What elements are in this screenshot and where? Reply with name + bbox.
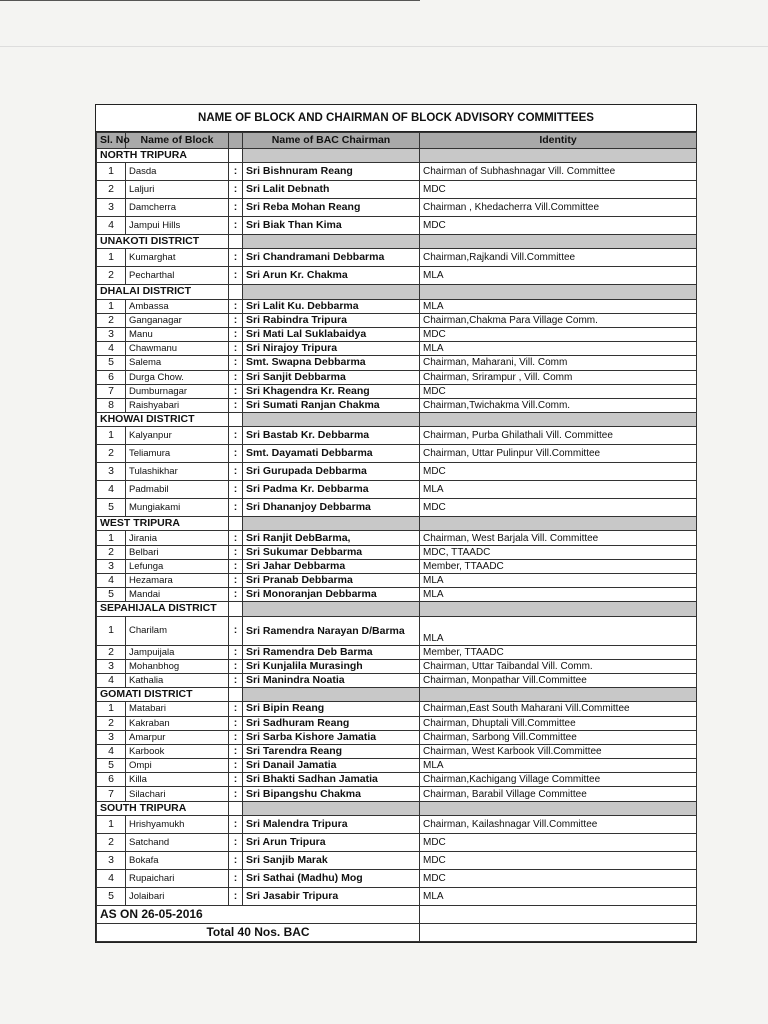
block-name: Charilam xyxy=(126,616,229,645)
district-identity-cell xyxy=(420,801,697,815)
block-name: Satchand xyxy=(126,833,229,851)
identity-value: MLA xyxy=(420,481,697,499)
serial-number: 3 xyxy=(97,851,126,869)
serial-number: 6 xyxy=(97,370,126,384)
identity-value: Chairman,Kachigang Village Committee xyxy=(420,773,697,787)
table-row xyxy=(97,574,697,588)
identity-value: Chairman, Kailashnagar Vill.Committee xyxy=(420,815,697,833)
district-sep-cell xyxy=(229,517,243,531)
table-row xyxy=(97,545,697,559)
serial-number: 2 xyxy=(97,181,126,199)
block-name: Durga Chow. xyxy=(126,370,229,384)
block-name: Kalyanpur xyxy=(126,427,229,445)
separator-colon: : xyxy=(229,499,243,517)
serial-number: 1 xyxy=(97,299,126,313)
table-row xyxy=(97,342,697,356)
separator-colon: : xyxy=(229,588,243,602)
separator-colon: : xyxy=(229,267,243,285)
table-row xyxy=(97,463,697,481)
district-name: UNAKOTI DISTRICT xyxy=(97,235,229,249)
identity-value: MDC xyxy=(420,499,697,517)
identity-value: MDC xyxy=(420,181,697,199)
separator-colon: : xyxy=(229,659,243,673)
chairman-name: Sri Danail Jamatia xyxy=(243,759,420,773)
district-identity-cell xyxy=(420,149,697,163)
separator-colon: : xyxy=(229,531,243,545)
separator-colon: : xyxy=(229,356,243,370)
identity-value: Chairman, Srirampur , Vill. Comm xyxy=(420,370,697,384)
block-name: Jampuijala xyxy=(126,645,229,659)
chairman-name: Sri Mati Lal Suklabaidya xyxy=(243,327,420,341)
separator-colon: : xyxy=(229,299,243,313)
header-sl: Sl. No xyxy=(97,133,126,149)
table-row xyxy=(97,427,697,445)
separator-colon: : xyxy=(229,759,243,773)
identity-value: Chairman, Uttar Pulinpur Vill.Committee xyxy=(420,445,697,463)
block-name: Kakraban xyxy=(126,716,229,730)
district-identity-cell xyxy=(420,235,697,249)
identity-value: MDC xyxy=(420,463,697,481)
district-chairman-cell xyxy=(243,149,420,163)
table-row xyxy=(97,559,697,573)
district-row xyxy=(97,517,697,531)
block-name: Jolaibari xyxy=(126,887,229,905)
table-row xyxy=(97,787,697,801)
separator-colon: : xyxy=(229,744,243,758)
block-name: Kumarghat xyxy=(126,249,229,267)
chairman-name: Sri Jasabir Tripura xyxy=(243,887,420,905)
block-name: Belbari xyxy=(126,545,229,559)
chairman-name: Sri Lalit Debnath xyxy=(243,181,420,199)
identity-value: MLA xyxy=(420,759,697,773)
block-name: Mandai xyxy=(126,588,229,602)
chairman-name: Sri Tarendra Reang xyxy=(243,744,420,758)
page-top-rule xyxy=(0,0,420,1)
table-row xyxy=(97,445,697,463)
serial-number: 4 xyxy=(97,481,126,499)
separator-colon: : xyxy=(229,384,243,398)
table-row xyxy=(97,370,697,384)
chairman-name: Sri Pranab Debbarma xyxy=(243,574,420,588)
table-row xyxy=(97,673,697,687)
separator-colon: : xyxy=(229,645,243,659)
block-name: Ganganagar xyxy=(126,313,229,327)
identity-value: MDC xyxy=(420,833,697,851)
chairman-name: Sri Ranjit DebBarma, xyxy=(243,531,420,545)
block-name: Dasda xyxy=(126,163,229,181)
district-name: SOUTH TRIPURA xyxy=(97,801,229,815)
block-name: Mungiakami xyxy=(126,499,229,517)
serial-number: 3 xyxy=(97,559,126,573)
serial-number: 3 xyxy=(97,659,126,673)
chairman-name: Sri Sukumar Debbarma xyxy=(243,545,420,559)
block-name: Rupaichari xyxy=(126,869,229,887)
block-name: Hrishyamukh xyxy=(126,815,229,833)
district-name: NORTH TRIPURA xyxy=(97,149,229,163)
block-name: Bokafa xyxy=(126,851,229,869)
separator-colon: : xyxy=(229,787,243,801)
serial-number: 1 xyxy=(97,249,126,267)
separator-colon: : xyxy=(229,370,243,384)
separator-colon: : xyxy=(229,887,243,905)
identity-value: MLA xyxy=(420,616,697,645)
chairman-name: Sri Bipangshu Chakma xyxy=(243,787,420,801)
district-chairman-cell xyxy=(243,602,420,616)
chairman-name: Sri Arun Kr. Chakma xyxy=(243,267,420,285)
identity-value: Chairman , Khedacherra Vill.Committee xyxy=(420,199,697,217)
serial-number: 5 xyxy=(97,887,126,905)
district-name: DHALAI DISTRICT xyxy=(97,285,229,299)
table-row xyxy=(97,327,697,341)
block-name: Ompi xyxy=(126,759,229,773)
chairman-name: Sri Biak Than Kima xyxy=(243,217,420,235)
district-name: WEST TRIPURA xyxy=(97,517,229,531)
table-row xyxy=(97,384,697,398)
chairman-name: Sri Manindra Noatia xyxy=(243,673,420,687)
serial-number: 8 xyxy=(97,398,126,412)
identity-value: Chairman, Sarbong Vill.Committee xyxy=(420,730,697,744)
district-row xyxy=(97,413,697,427)
chairman-name: Sri Gurupada Debbarma xyxy=(243,463,420,481)
chairman-name: Sri Sanjit Debbarma xyxy=(243,370,420,384)
separator-colon: : xyxy=(229,716,243,730)
block-name: Lefunga xyxy=(126,559,229,573)
identity-value: Chairman,Rajkandi Vill.Committee xyxy=(420,249,697,267)
block-name: Silachari xyxy=(126,787,229,801)
serial-number: 2 xyxy=(97,716,126,730)
block-name: Jampui Hills xyxy=(126,217,229,235)
table-row xyxy=(97,759,697,773)
identity-value: MLA xyxy=(420,299,697,313)
table-row xyxy=(97,588,697,602)
separator-colon: : xyxy=(229,730,243,744)
district-identity-cell xyxy=(420,285,697,299)
serial-number: 1 xyxy=(97,616,126,645)
chairman-name: Sri Khagendra Kr. Reang xyxy=(243,384,420,398)
district-row xyxy=(97,688,697,702)
table-row xyxy=(97,744,697,758)
table-row xyxy=(97,730,697,744)
block-name: Damcherra xyxy=(126,199,229,217)
serial-number: 2 xyxy=(97,545,126,559)
block-name: Padmabil xyxy=(126,481,229,499)
total-count: Total 40 Nos. BAC xyxy=(97,923,420,941)
chairman-name: Sri Bipin Reang xyxy=(243,702,420,716)
serial-number: 6 xyxy=(97,773,126,787)
table-row xyxy=(97,645,697,659)
separator-colon: : xyxy=(229,163,243,181)
chairman-name: Sri Bastab Kr. Debbarma xyxy=(243,427,420,445)
table-row xyxy=(97,659,697,673)
chairman-name: Sri Padma Kr. Debbarma xyxy=(243,481,420,499)
table-row xyxy=(97,217,697,235)
chairman-name: Sri Sadhuram Reang xyxy=(243,716,420,730)
district-chairman-cell xyxy=(243,801,420,815)
bac-document xyxy=(95,104,697,943)
header-sep xyxy=(229,133,243,149)
district-chairman-cell xyxy=(243,285,420,299)
separator-colon: : xyxy=(229,313,243,327)
chairman-name: Smt. Dayamati Debbarma xyxy=(243,445,420,463)
district-sep-cell xyxy=(229,285,243,299)
identity-value: MLA xyxy=(420,588,697,602)
identity-value: MDC xyxy=(420,869,697,887)
separator-colon: : xyxy=(229,398,243,412)
separator-colon: : xyxy=(229,869,243,887)
serial-number: 4 xyxy=(97,744,126,758)
identity-value: Chairman, West Barjala Vill. Committee xyxy=(420,531,697,545)
separator-colon: : xyxy=(229,702,243,716)
serial-number: 5 xyxy=(97,759,126,773)
chairman-name: Sri Lalit Ku. Debbarma xyxy=(243,299,420,313)
chairman-name: Sri Bishnuram Reang xyxy=(243,163,420,181)
table-row xyxy=(97,313,697,327)
separator-colon: : xyxy=(229,851,243,869)
chairman-name: Sri Malendra Tripura xyxy=(243,815,420,833)
district-chairman-cell xyxy=(243,688,420,702)
identity-value: Chairman, West Karbook Vill.Committee xyxy=(420,744,697,758)
identity-value: MDC xyxy=(420,327,697,341)
serial-number: 1 xyxy=(97,163,126,181)
header-chairman: Name of BAC Chairman xyxy=(243,133,420,149)
table-row xyxy=(97,815,697,833)
serial-number: 4 xyxy=(97,869,126,887)
separator-colon: : xyxy=(229,427,243,445)
serial-number: 1 xyxy=(97,702,126,716)
chairman-name: Sri Ramendra Deb Barma xyxy=(243,645,420,659)
block-name: Salema xyxy=(126,356,229,370)
chairman-name: Sri Sanjib Marak xyxy=(243,851,420,869)
serial-number: 4 xyxy=(97,574,126,588)
total-empty-cell xyxy=(420,923,697,941)
table-row xyxy=(97,716,697,730)
district-identity-cell xyxy=(420,688,697,702)
chairman-name: Sri Ramendra Narayan D/Barma xyxy=(243,616,420,645)
district-identity-cell xyxy=(420,602,697,616)
separator-colon: : xyxy=(229,559,243,573)
serial-number: 2 xyxy=(97,833,126,851)
header-row xyxy=(97,133,697,149)
identity-value: MDC xyxy=(420,384,697,398)
identity-value: Chairman of Subhashnagar Vill. Committee xyxy=(420,163,697,181)
serial-number: 3 xyxy=(97,730,126,744)
district-row xyxy=(97,149,697,163)
chairman-name: Sri Sarba Kishore Jamatia xyxy=(243,730,420,744)
serial-number: 5 xyxy=(97,499,126,517)
chairman-name: Sri Chandramani Debbarma xyxy=(243,249,420,267)
table-row xyxy=(97,499,697,517)
district-name: GOMATI DISTRICT xyxy=(97,688,229,702)
identity-value: Member, TTAADC xyxy=(420,559,697,573)
separator-colon: : xyxy=(229,673,243,687)
as-on-date: AS ON 26-05-2016 xyxy=(97,905,420,923)
identity-value: Chairman, Monpathar Vill.Committee xyxy=(420,673,697,687)
chairman-name: Sri Rabindra Tripura xyxy=(243,313,420,327)
serial-number: 3 xyxy=(97,463,126,481)
block-name: Teliamura xyxy=(126,445,229,463)
separator-colon: : xyxy=(229,463,243,481)
bac-table-body xyxy=(97,133,697,942)
separator-colon: : xyxy=(229,199,243,217)
chairman-name: Sri Kunjalila Murasingh xyxy=(243,659,420,673)
header-identity: Identity xyxy=(420,133,697,149)
serial-number: 1 xyxy=(97,815,126,833)
block-name: Laljuri xyxy=(126,181,229,199)
separator-colon: : xyxy=(229,833,243,851)
block-name: Jirania xyxy=(126,531,229,545)
separator-colon: : xyxy=(229,574,243,588)
separator-colon: : xyxy=(229,181,243,199)
sheet-edge xyxy=(0,46,768,47)
header-block: Name of Block xyxy=(126,133,229,149)
serial-number: 2 xyxy=(97,645,126,659)
block-name: Tulashikhar xyxy=(126,463,229,481)
serial-number: 1 xyxy=(97,427,126,445)
serial-number: 7 xyxy=(97,384,126,398)
identity-value: Chairman,Twichakma Vill.Comm. xyxy=(420,398,697,412)
identity-value: Member, TTAADC xyxy=(420,645,697,659)
separator-colon: : xyxy=(229,815,243,833)
identity-value: Chairman, Uttar Taibandal Vill. Comm. xyxy=(420,659,697,673)
identity-value: MLA xyxy=(420,887,697,905)
identity-value: Chairman, Dhuptali Vill.Committee xyxy=(420,716,697,730)
block-name: Amarpur xyxy=(126,730,229,744)
separator-colon: : xyxy=(229,773,243,787)
chairman-name: Sri Sathai (Madhu) Mog xyxy=(243,869,420,887)
district-row xyxy=(97,602,697,616)
table-row xyxy=(97,833,697,851)
block-name: Manu xyxy=(126,327,229,341)
table-row xyxy=(97,398,697,412)
chairman-name: Sri Sumati Ranjan Chakma xyxy=(243,398,420,412)
block-name: Kathalia xyxy=(126,673,229,687)
block-name: Mohanbhog xyxy=(126,659,229,673)
table-row xyxy=(97,851,697,869)
separator-colon: : xyxy=(229,545,243,559)
block-name: Dumburnagar xyxy=(126,384,229,398)
district-row xyxy=(97,285,697,299)
as-on-empty-cell xyxy=(420,905,697,923)
district-sep-cell xyxy=(229,801,243,815)
separator-colon: : xyxy=(229,342,243,356)
serial-number: 4 xyxy=(97,217,126,235)
table-row xyxy=(97,531,697,545)
identity-value: Chairman, Purba Ghilathali Vill. Committee xyxy=(420,427,697,445)
as-on-row xyxy=(97,905,697,923)
serial-number: 2 xyxy=(97,445,126,463)
district-name: SEPAHIJALA DISTRICT xyxy=(97,602,229,616)
chairman-name: Sri Jahar Debbarma xyxy=(243,559,420,573)
identity-value: MDC, TTAADC xyxy=(420,545,697,559)
separator-colon: : xyxy=(229,481,243,499)
document-title: NAME OF BLOCK AND CHAIRMAN OF BLOCK ADVISORY COMMITTEES xyxy=(96,105,696,132)
table-row xyxy=(97,773,697,787)
block-name: Hezamara xyxy=(126,574,229,588)
serial-number: 5 xyxy=(97,356,126,370)
table-row xyxy=(97,887,697,905)
table-row xyxy=(97,199,697,217)
total-row xyxy=(97,923,697,941)
separator-colon: : xyxy=(229,217,243,235)
district-name: KHOWAI DISTRICT xyxy=(97,413,229,427)
district-identity-cell xyxy=(420,413,697,427)
block-name: Chawmanu xyxy=(126,342,229,356)
block-name: Matabari xyxy=(126,702,229,716)
serial-number: 2 xyxy=(97,267,126,285)
serial-number: 1 xyxy=(97,531,126,545)
table-row xyxy=(97,356,697,370)
bac-table xyxy=(96,132,697,942)
identity-value: MLA xyxy=(420,267,697,285)
table-row xyxy=(97,163,697,181)
table-row xyxy=(97,299,697,313)
chairman-name: Smt. Swapna Debbarma xyxy=(243,356,420,370)
identity-value: Chairman,Chakma Para Village Comm. xyxy=(420,313,697,327)
chairman-name: Sri Monoranjan Debbarma xyxy=(243,588,420,602)
separator-colon: : xyxy=(229,445,243,463)
identity-value: MDC xyxy=(420,851,697,869)
district-chairman-cell xyxy=(243,517,420,531)
district-sep-cell xyxy=(229,602,243,616)
serial-number: 3 xyxy=(97,327,126,341)
identity-value: MDC xyxy=(420,217,697,235)
district-chairman-cell xyxy=(243,413,420,427)
table-row xyxy=(97,702,697,716)
block-name: Killa xyxy=(126,773,229,787)
district-sep-cell xyxy=(229,235,243,249)
serial-number: 5 xyxy=(97,588,126,602)
district-chairman-cell xyxy=(243,235,420,249)
block-name: Raishyabari xyxy=(126,398,229,412)
table-row xyxy=(97,481,697,499)
block-name: Pecharthal xyxy=(126,267,229,285)
identity-value: MLA xyxy=(420,574,697,588)
table-row xyxy=(97,267,697,285)
chairman-name: Sri Arun Tripura xyxy=(243,833,420,851)
separator-colon: : xyxy=(229,616,243,645)
block-name: Ambassa xyxy=(126,299,229,313)
district-sep-cell xyxy=(229,413,243,427)
district-row xyxy=(97,801,697,815)
separator-colon: : xyxy=(229,249,243,267)
serial-number: 2 xyxy=(97,313,126,327)
table-row xyxy=(97,869,697,887)
identity-value: Chairman, Maharani, Vill. Comm xyxy=(420,356,697,370)
table-row xyxy=(97,181,697,199)
chairman-name: Sri Dhananjoy Debbarma xyxy=(243,499,420,517)
identity-value: Chairman, Barabil Village Committee xyxy=(420,787,697,801)
serial-number: 7 xyxy=(97,787,126,801)
district-sep-cell xyxy=(229,149,243,163)
table-row xyxy=(97,249,697,267)
identity-value: Chairman,East South Maharani Vill.Committee xyxy=(420,702,697,716)
identity-value: MLA xyxy=(420,342,697,356)
chairman-name: Sri Reba Mohan Reang xyxy=(243,199,420,217)
serial-number: 4 xyxy=(97,673,126,687)
table-row xyxy=(97,616,697,645)
serial-number: 3 xyxy=(97,199,126,217)
district-row xyxy=(97,235,697,249)
district-identity-cell xyxy=(420,517,697,531)
separator-colon: : xyxy=(229,327,243,341)
district-sep-cell xyxy=(229,688,243,702)
chairman-name: Sri Nirajoy Tripura xyxy=(243,342,420,356)
block-name: Karbook xyxy=(126,744,229,758)
chairman-name: Sri Bhakti Sadhan Jamatia xyxy=(243,773,420,787)
serial-number: 4 xyxy=(97,342,126,356)
